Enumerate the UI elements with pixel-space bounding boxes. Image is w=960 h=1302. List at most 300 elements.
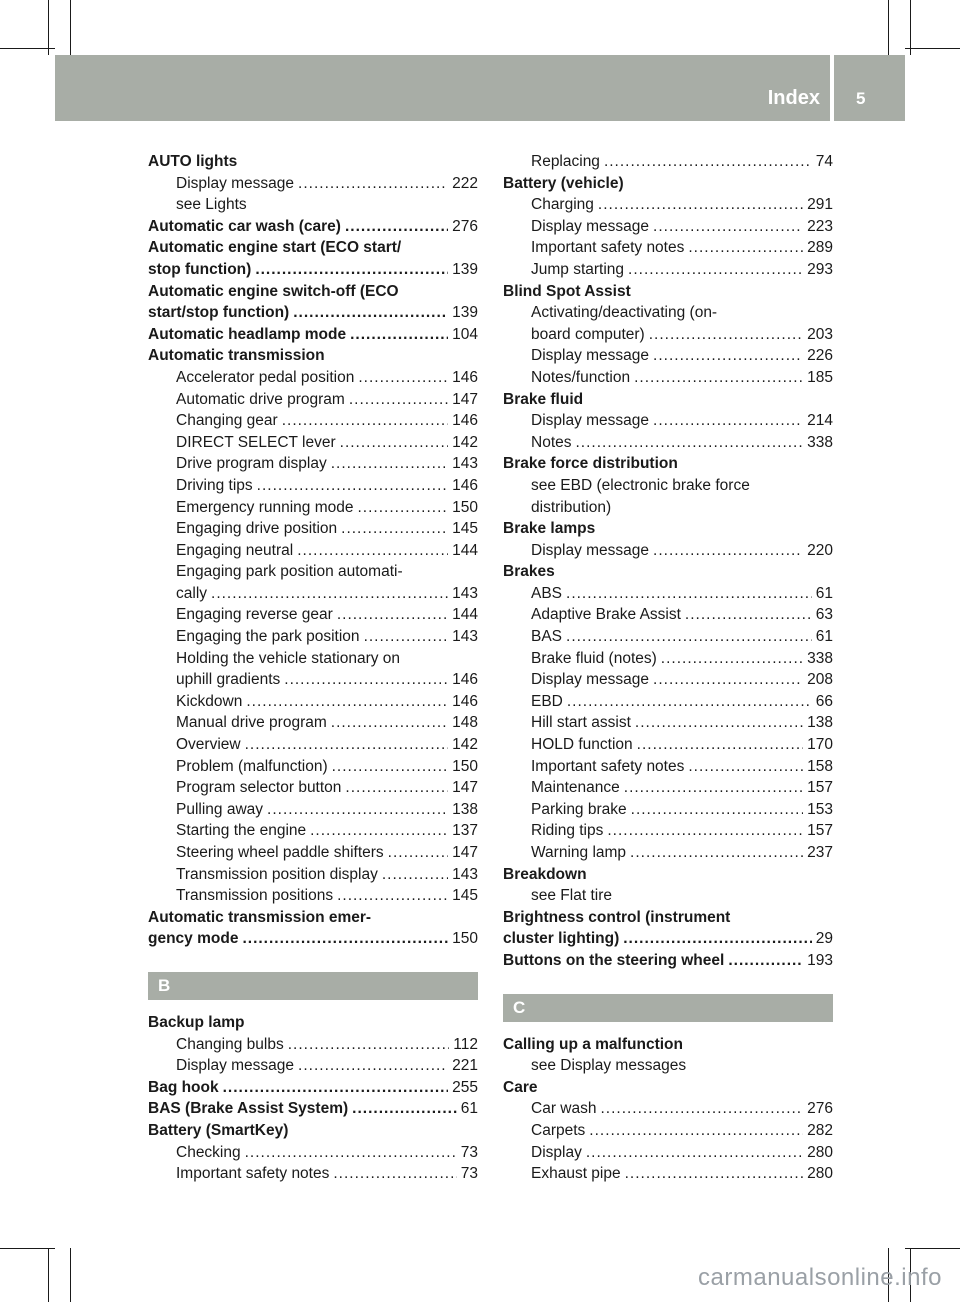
entry-page-number: 148 <box>452 714 478 732</box>
entry-page-number: 143 <box>452 628 478 646</box>
entry-text: Pulling away <box>176 800 264 818</box>
entry-page-number: 146 <box>452 412 478 430</box>
entry-page-number: 153 <box>807 800 833 818</box>
entry-text: Brakes <box>503 563 555 581</box>
entry-text: Riding tips <box>531 822 604 840</box>
entry-text: Transmission positions <box>176 887 334 905</box>
dot-leader <box>589 1120 803 1142</box>
entry-page-number: 157 <box>807 822 833 840</box>
dot-leader <box>211 583 448 605</box>
entry-text: Transmission position display <box>176 865 378 883</box>
entry-text: Notes/function <box>531 368 631 386</box>
index-subentry <box>503 820 833 842</box>
index-subentry <box>148 1142 478 1164</box>
entry-page-number: 146 <box>452 476 478 494</box>
index-entry <box>148 1012 478 1034</box>
crop-mark <box>905 48 960 49</box>
index-entry <box>148 237 478 259</box>
dot-leader <box>337 885 448 907</box>
index-subentry <box>148 518 478 540</box>
dot-leader <box>246 691 448 713</box>
index-subentry <box>148 583 478 605</box>
entry-text: cally <box>176 584 208 602</box>
entry-text: Kickdown <box>176 692 243 710</box>
index-subentry <box>148 864 478 886</box>
entry-text: Emergency running mode <box>176 498 354 516</box>
dot-leader <box>576 432 804 454</box>
dot-leader <box>566 583 812 605</box>
entry-text: Automatic transmission emer- <box>148 908 372 926</box>
index-entry <box>503 561 833 583</box>
entry-text: Activating/deactivating (on- <box>531 304 718 322</box>
entry-page-number: 143 <box>452 455 478 473</box>
entry-text: Accelerator pedal position <box>176 368 355 386</box>
index-entry <box>503 389 833 411</box>
index-column-right <box>503 151 833 1185</box>
index-subentry <box>503 583 833 605</box>
entry-text: Engaging park position automati- <box>176 563 403 581</box>
header-divider <box>830 55 834 121</box>
dot-leader <box>337 604 448 626</box>
entry-page-number: 282 <box>807 1121 833 1139</box>
dot-leader <box>358 367 448 389</box>
dot-leader <box>661 648 803 670</box>
entry-page-number: 280 <box>807 1143 833 1161</box>
dot-leader <box>298 1055 448 1077</box>
entry-page-number: 138 <box>807 714 833 732</box>
entry-page-number: 158 <box>807 757 833 775</box>
dot-leader <box>340 432 448 454</box>
entry-text: Care <box>503 1078 538 1096</box>
dot-leader <box>631 799 803 821</box>
index-subentry <box>148 799 478 821</box>
entry-text: Display message <box>531 347 650 365</box>
dot-leader <box>634 367 803 389</box>
entry-page-number: 29 <box>815 930 833 948</box>
entry-text: Carpets <box>531 1121 586 1139</box>
dot-leader <box>331 453 448 475</box>
entry-page-number: 145 <box>452 520 478 538</box>
spacer <box>503 1022 833 1034</box>
entry-text: see EBD (electronic brake force <box>531 476 750 494</box>
index-subentry <box>503 259 833 281</box>
entry-text: Engaging drive position <box>176 520 338 538</box>
entry-page-number: 150 <box>452 930 478 948</box>
entry-page-number: 338 <box>807 433 833 451</box>
index-subentry <box>503 194 833 216</box>
entry-text: Automatic headlamp mode <box>148 325 347 343</box>
entry-page-number: 143 <box>452 865 478 883</box>
index-subentry <box>503 216 833 238</box>
entry-page-number: 146 <box>452 671 478 689</box>
index-subentry <box>503 691 833 713</box>
dot-leader <box>607 820 803 842</box>
index-subentry <box>148 648 478 670</box>
entry-text: Notes <box>531 433 572 451</box>
dot-leader <box>653 410 803 432</box>
dot-leader <box>600 1098 803 1120</box>
entry-page-number: 214 <box>807 412 833 430</box>
dot-leader <box>586 1142 803 1164</box>
index-subentry <box>148 432 478 454</box>
index-entry <box>148 1077 478 1099</box>
entry-page-number: 142 <box>452 433 478 451</box>
index-subentry <box>148 777 478 799</box>
index-subentry <box>503 324 833 346</box>
entry-text: Brightness control (instrument <box>503 908 731 926</box>
entry-text: Calling up a malfunction <box>503 1035 683 1053</box>
dot-leader <box>333 1163 456 1185</box>
index-subentry <box>503 475 833 497</box>
entry-page-number: 237 <box>807 844 833 861</box>
crop-mark <box>888 0 889 55</box>
index-subentry <box>148 1163 478 1185</box>
index-subentry <box>503 777 833 799</box>
dot-leader <box>635 712 803 734</box>
index-subentry <box>148 389 478 411</box>
entry-text: cluster lighting) <box>503 930 620 948</box>
dot-leader <box>653 216 803 238</box>
entry-text: BAS <box>531 628 563 646</box>
dot-leader <box>625 1163 804 1185</box>
dot-leader <box>223 1077 449 1099</box>
entry-page-number: 221 <box>452 1057 478 1075</box>
index-entry <box>148 259 478 281</box>
crop-mark <box>48 0 49 55</box>
dot-leader <box>567 691 812 713</box>
index-entry <box>503 928 833 950</box>
dot-leader <box>288 1034 450 1056</box>
entry-text: Parking brake <box>531 800 627 818</box>
entry-text: board computer) <box>531 325 645 343</box>
index-subentry <box>148 820 478 842</box>
entry-page-number: 276 <box>807 1100 833 1118</box>
index-subentry <box>503 885 833 907</box>
index-subentry <box>503 648 833 670</box>
index-entry <box>148 216 478 238</box>
entry-page-number: 63 <box>815 606 833 624</box>
entry-text: uphill gradients <box>176 671 281 689</box>
entry-page-number: 185 <box>807 368 833 386</box>
index-entry <box>148 151 478 173</box>
dot-leader <box>624 777 803 799</box>
index-entry <box>503 950 833 972</box>
entry-page-number: 142 <box>452 736 478 754</box>
index-subentry <box>503 540 833 562</box>
crop-mark <box>70 1248 71 1302</box>
entry-text: Display message <box>531 217 650 235</box>
entry-text: Automatic car wash (care) <box>148 217 341 235</box>
page-title: Index <box>767 87 820 109</box>
entry-text: start/stop function) <box>148 304 290 322</box>
dot-leader <box>345 777 448 799</box>
dot-leader <box>630 842 803 864</box>
index-subentry <box>503 345 833 367</box>
entry-page-number: 112 <box>453 1035 478 1053</box>
entry-page-number: 157 <box>807 779 833 797</box>
entry-text: Bag hook <box>148 1078 219 1096</box>
entry-text: Automatic drive program <box>176 390 345 408</box>
entry-page-number: 276 <box>452 217 478 235</box>
entry-text: distribution) <box>531 498 612 516</box>
entry-page-number: 139 <box>452 260 478 278</box>
entry-page-number: 145 <box>452 887 478 905</box>
index-subentry <box>503 410 833 432</box>
dot-leader <box>637 734 803 756</box>
entry-text: Overview <box>176 736 241 754</box>
entry-text: Brake force distribution <box>503 455 678 473</box>
entry-text: Driving tips <box>176 476 253 494</box>
entry-text: Steering wheel paddle shifters <box>176 844 384 861</box>
index-subentry <box>148 734 478 756</box>
entry-page-number: 73 <box>460 1143 478 1161</box>
watermark: carmanualsonline.info <box>698 1264 942 1291</box>
entry-text: ABS <box>531 584 563 602</box>
index-entry <box>503 453 833 475</box>
index-entry <box>148 1120 478 1142</box>
entry-text: see Flat tire <box>531 887 612 905</box>
index-subentry <box>148 540 478 562</box>
index-subentry <box>148 561 478 583</box>
entry-page-number: 66 <box>815 692 833 710</box>
entry-text: Charging <box>531 196 594 214</box>
entry-text: see Display messages <box>531 1057 687 1075</box>
dot-leader <box>284 669 448 691</box>
index-entry <box>148 302 478 324</box>
index-subentry <box>503 237 833 259</box>
entry-text: Buttons on the steering wheel <box>503 951 725 969</box>
dot-leader <box>245 1142 457 1164</box>
dot-leader <box>352 1098 457 1120</box>
entry-text: Battery (SmartKey) <box>148 1121 289 1139</box>
entry-page-number: 338 <box>807 649 833 667</box>
dot-leader <box>255 259 448 281</box>
entry-text: Holding the vehicle stationary on <box>176 649 401 667</box>
entry-text: Display message <box>531 412 650 430</box>
entry-text: Replacing <box>531 153 600 170</box>
entry-text: Brake lamps <box>503 520 596 538</box>
page-number: 5 <box>856 89 866 108</box>
index-entry <box>148 281 478 303</box>
entry-page-number: 150 <box>452 757 478 775</box>
index-subentry <box>503 1098 833 1120</box>
entry-page-number: 104 <box>452 325 478 343</box>
dot-leader <box>358 497 449 519</box>
entry-text: gency mode <box>148 930 239 948</box>
index-entry <box>503 518 833 540</box>
entry-text: Important safety notes <box>531 239 685 257</box>
index-subentry <box>148 194 478 216</box>
entry-text: DIRECT SELECT lever <box>176 433 336 451</box>
crop-mark <box>905 1248 960 1249</box>
entry-page-number: 289 <box>807 239 833 257</box>
index-entry <box>148 1098 478 1120</box>
spacer <box>148 950 478 972</box>
section-letter-header: B <box>148 972 478 1000</box>
index-entry <box>503 1077 833 1099</box>
spacer <box>148 1000 478 1012</box>
dot-leader <box>282 410 448 432</box>
dot-leader <box>649 324 803 346</box>
entry-text: Engaging the park position <box>176 628 360 646</box>
entry-page-number: 203 <box>807 325 833 343</box>
dot-leader <box>566 626 812 648</box>
entry-text: Automatic engine start (ECO start/ <box>148 239 402 257</box>
index-subentry <box>503 302 833 324</box>
dot-leader <box>604 151 812 173</box>
dot-leader <box>242 928 448 950</box>
dot-leader <box>349 389 448 411</box>
index-entry <box>148 345 478 367</box>
entry-text: Display message <box>531 541 650 559</box>
entry-text: Display message <box>176 1057 295 1075</box>
dot-leader <box>310 820 448 842</box>
entry-text: Important safety notes <box>531 757 685 775</box>
entry-page-number: 61 <box>815 584 833 602</box>
index-subentry <box>503 1142 833 1164</box>
entry-page-number: 144 <box>452 541 478 559</box>
entry-text: Changing bulbs <box>176 1035 284 1053</box>
entry-text: see Lights <box>176 196 247 214</box>
index-subentry <box>148 669 478 691</box>
dot-leader <box>382 864 448 886</box>
entry-text: AUTO lights <box>148 153 238 170</box>
dot-leader <box>257 475 448 497</box>
dot-leader <box>364 626 449 648</box>
entry-page-number: 222 <box>452 174 478 192</box>
crop-mark <box>70 0 71 55</box>
index-subentry <box>503 842 833 864</box>
dot-leader <box>332 756 449 778</box>
entry-text: Backup lamp <box>148 1013 245 1031</box>
section-letter-header: C <box>503 994 833 1022</box>
index-subentry <box>503 604 833 626</box>
entry-text: Jump starting <box>531 260 625 278</box>
index-subentry <box>503 712 833 734</box>
dot-leader <box>245 734 449 756</box>
entry-text: BAS (Brake Assist System) <box>148 1100 349 1118</box>
index-subentry <box>503 734 833 756</box>
dot-leader <box>298 173 448 195</box>
entry-page-number: 143 <box>452 584 478 602</box>
dot-leader <box>598 194 803 216</box>
entry-page-number: 193 <box>807 951 833 969</box>
index-subentry <box>148 497 478 519</box>
index-subentry <box>148 367 478 389</box>
entry-text: HOLD function <box>531 736 633 754</box>
index-subentry <box>148 1034 478 1056</box>
entry-text: Program selector button <box>176 779 342 797</box>
entry-text: EBD <box>531 692 563 710</box>
entry-text: Display message <box>531 671 650 689</box>
entry-page-number: 147 <box>452 844 478 861</box>
entry-page-number: 208 <box>807 671 833 689</box>
index-subentry <box>148 712 478 734</box>
dot-leader <box>653 345 803 367</box>
entry-page-number: 147 <box>452 390 478 408</box>
dot-leader <box>297 540 448 562</box>
dot-leader <box>293 302 448 324</box>
index-entry <box>503 1034 833 1056</box>
index-subentry <box>503 1120 833 1142</box>
entry-page-number: 226 <box>807 347 833 365</box>
entry-text: Battery (vehicle) <box>503 174 624 192</box>
index-subentry <box>503 1055 833 1077</box>
index-subentry <box>503 367 833 389</box>
index-subentry <box>148 173 478 195</box>
entry-page-number: 144 <box>452 606 478 624</box>
entry-text: Starting the engine <box>176 822 307 840</box>
entry-text: Manual drive program <box>176 714 327 732</box>
entry-page-number: 255 <box>452 1078 478 1096</box>
dot-leader <box>623 928 812 950</box>
entry-text: Brake fluid <box>503 390 584 408</box>
entry-page-number: 138 <box>452 800 478 818</box>
entry-text: Hill start assist <box>531 714 631 732</box>
index-subentry <box>148 842 478 864</box>
entry-text: Warning lamp <box>531 844 627 861</box>
dot-leader <box>388 842 448 864</box>
index-subentry <box>148 626 478 648</box>
index-subentry <box>148 1055 478 1077</box>
entry-text: Car wash <box>531 1100 597 1118</box>
entry-text: Display message <box>176 174 295 192</box>
entry-page-number: 170 <box>807 736 833 754</box>
entry-text: stop function) <box>148 260 252 278</box>
dot-leader <box>345 216 448 238</box>
index-entry <box>148 907 478 929</box>
index-entry <box>503 281 833 303</box>
entry-page-number: 147 <box>452 779 478 797</box>
index-entry <box>503 864 833 886</box>
dot-leader <box>331 712 448 734</box>
index-entry <box>148 324 478 346</box>
index-column-left <box>148 151 478 1185</box>
entry-page-number: 61 <box>460 1100 478 1118</box>
index-subentry <box>148 756 478 778</box>
entry-page-number: 146 <box>452 368 478 386</box>
dot-leader <box>341 518 448 540</box>
index-subentry <box>148 885 478 907</box>
index-entry <box>503 173 833 195</box>
entry-text: Engaging reverse gear <box>176 606 333 624</box>
entry-text: Exhaust pipe <box>531 1165 621 1183</box>
entry-text: Maintenance <box>531 779 620 797</box>
entry-text: Important safety notes <box>176 1165 330 1183</box>
entry-page-number: 74 <box>815 153 833 170</box>
entry-text: Adaptive Brake Assist <box>531 606 681 624</box>
entry-text: Engaging neutral <box>176 541 294 559</box>
entry-text: Checking <box>176 1143 241 1161</box>
crop-mark <box>0 1248 55 1249</box>
entry-text: Problem (malfunction) <box>176 757 328 775</box>
dot-leader <box>628 259 803 281</box>
dot-leader <box>688 756 803 778</box>
entry-text: Drive program display <box>176 455 327 473</box>
entry-page-number: 220 <box>807 541 833 559</box>
entry-page-number: 146 <box>452 692 478 710</box>
entry-text: Blind Spot Assist <box>503 282 631 300</box>
crop-mark <box>48 1248 49 1302</box>
index-subentry <box>503 151 833 173</box>
entry-page-number: 150 <box>452 498 478 516</box>
entry-page-number: 223 <box>807 217 833 235</box>
entry-text: Brake fluid (notes) <box>531 649 657 667</box>
entry-page-number: 291 <box>807 196 833 214</box>
entry-text: Automatic transmission <box>148 347 325 365</box>
index-subentry <box>503 756 833 778</box>
index-entry <box>148 928 478 950</box>
